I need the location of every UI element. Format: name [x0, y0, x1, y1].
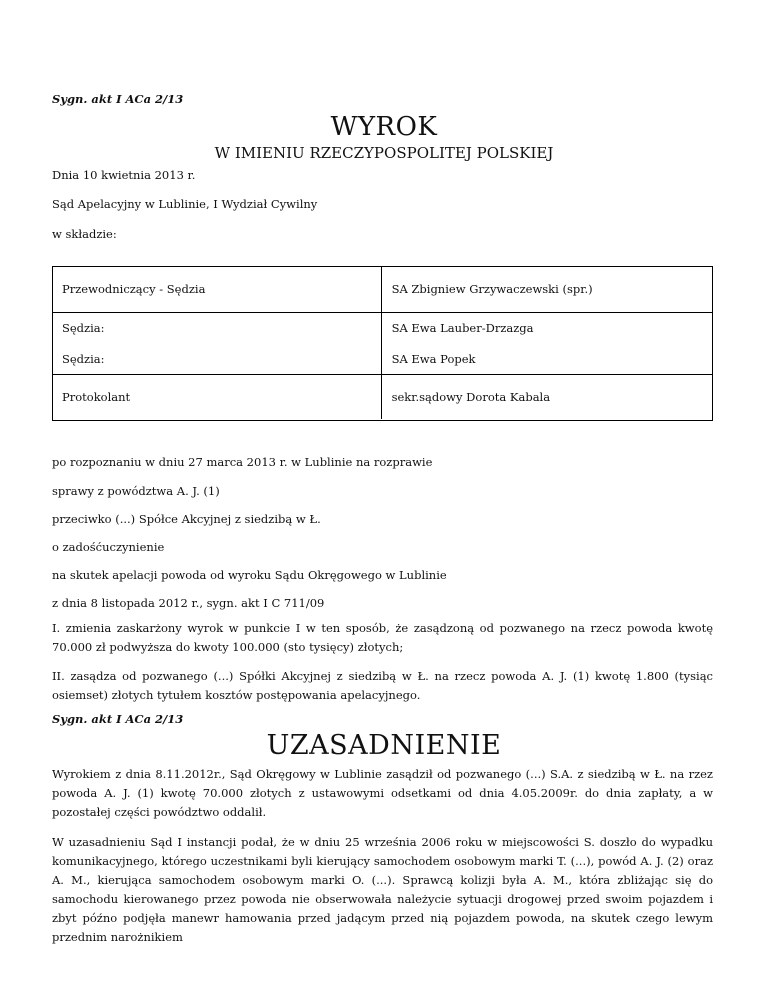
- bench-row: [52, 374, 713, 419]
- bench-name: sekr.sądowy Dorota Kabala: [391, 389, 551, 404]
- proceedings-line: na skutek apelacji powoda od wyroku Sądu Okręgowego w Lublinie: [52, 568, 447, 582]
- bench-role: Sędzia:: [52, 344, 381, 374]
- bench-name: SA Ewa Lauber-Drzazga: [391, 321, 534, 335]
- bench-row: [52, 312, 713, 344]
- proceedings-line: po rozpoznaniu w dniu 27 marca 2013 r. w Lublinie na rozprawie: [52, 455, 433, 469]
- bench-role: Przewodniczący - Sędzia: [52, 266, 381, 312]
- bench-role: Sędzia:: [52, 312, 381, 344]
- justification-case-number: Sygn. akt I ACa 2/13: [52, 712, 184, 726]
- proceedings-line: o zadośćuczynienie: [52, 540, 165, 554]
- bench-divider: [52, 312, 713, 313]
- judgment-subtitle: W IMIENIU RZECZYPOSPOLITEJ POLSKIEJ: [214, 144, 554, 162]
- composition-label: w składzie:: [52, 227, 117, 241]
- ruling-point: II. zasądza od pozwanego (...) Spółki Akcyjnej z siedzibą w Ł. na rzecz powoda A. J. (1) kwotę 1.800 (tysiąc osiemset) złotych tytułem kosztów postępowania apelacyjnego.: [52, 669, 713, 702]
- bench-role: Protokolant: [52, 374, 381, 419]
- ruling-point: I. zmienia zaskarżony wyrok w punkcie I w ten sposób, że zasądzoną od pozwanego na rzecz powoda kwotę 70.000 zł podwyższa do kwoty 100.000 (sto tysięcy) złotych;: [52, 621, 713, 654]
- judgment-title: WYROK: [330, 112, 438, 142]
- bench-name: SA Zbigniew Grzywaczewski (spr.): [391, 282, 593, 296]
- proceedings-line: przeciwko (...) Spółce Akcyjnej z siedzibą w Ł.: [52, 512, 321, 526]
- judgment-date: Dnia 10 kwietnia 2013 r.: [52, 168, 196, 182]
- justification-paragraph: W uzasadnieniu Sąd I instancji podał, że w dniu 25 września 2006 roku w miejscowości S. doszło do wypadku komunikacyjnego, którego uczestnikami byli kierujący samochodem osobowym marki T. (...), powód A. J. (2) oraz A. M., kierująca samochodem osobowym marki O. (...). Sprawcą kolizji była A. M., która zbliżając się do samochodu kierowanego przez powoda nie obserwowała należycie sytuacji drogowej przed swoim pojazdem i zbyt późno podjęła manewr hamowania przed jadącym przed nią pojazdem powoda, na skutek czego lewym przednim narożnikiem: [52, 835, 713, 944]
- bench-table: [52, 266, 713, 419]
- justification-title: UZASADNIENIE: [266, 730, 502, 761]
- bench-row: [52, 266, 713, 312]
- proceedings-line: z dnia 8 listopada 2012 r., sygn. akt I C 711/09: [52, 596, 325, 610]
- court-name: Sąd Apelacyjny w Lublinie, I Wydział Cywilny: [52, 197, 318, 211]
- justification-paragraph: Wyrokiem z dnia 8.11.2012r., Sąd Okręgowy w Lublinie zasądził od pozwanego (...) S.A. z siedzibą w Ł. na rzez powoda A. J. (1) kwotę 70.000 złotych z ustawowymi odsetkami od dnia 4.05.2009r. do dnia zapłaty, a w pozostałej części powództwo oddalił.: [52, 767, 713, 819]
- proceedings-line: sprawy z powództwa A. J. (1): [52, 484, 220, 498]
- bench-row: [52, 344, 713, 374]
- case-number: Sygn. akt I ACa 2/13: [52, 92, 184, 106]
- bench-divider: [52, 374, 713, 375]
- bench-name: SA Ewa Popek: [391, 352, 476, 366]
